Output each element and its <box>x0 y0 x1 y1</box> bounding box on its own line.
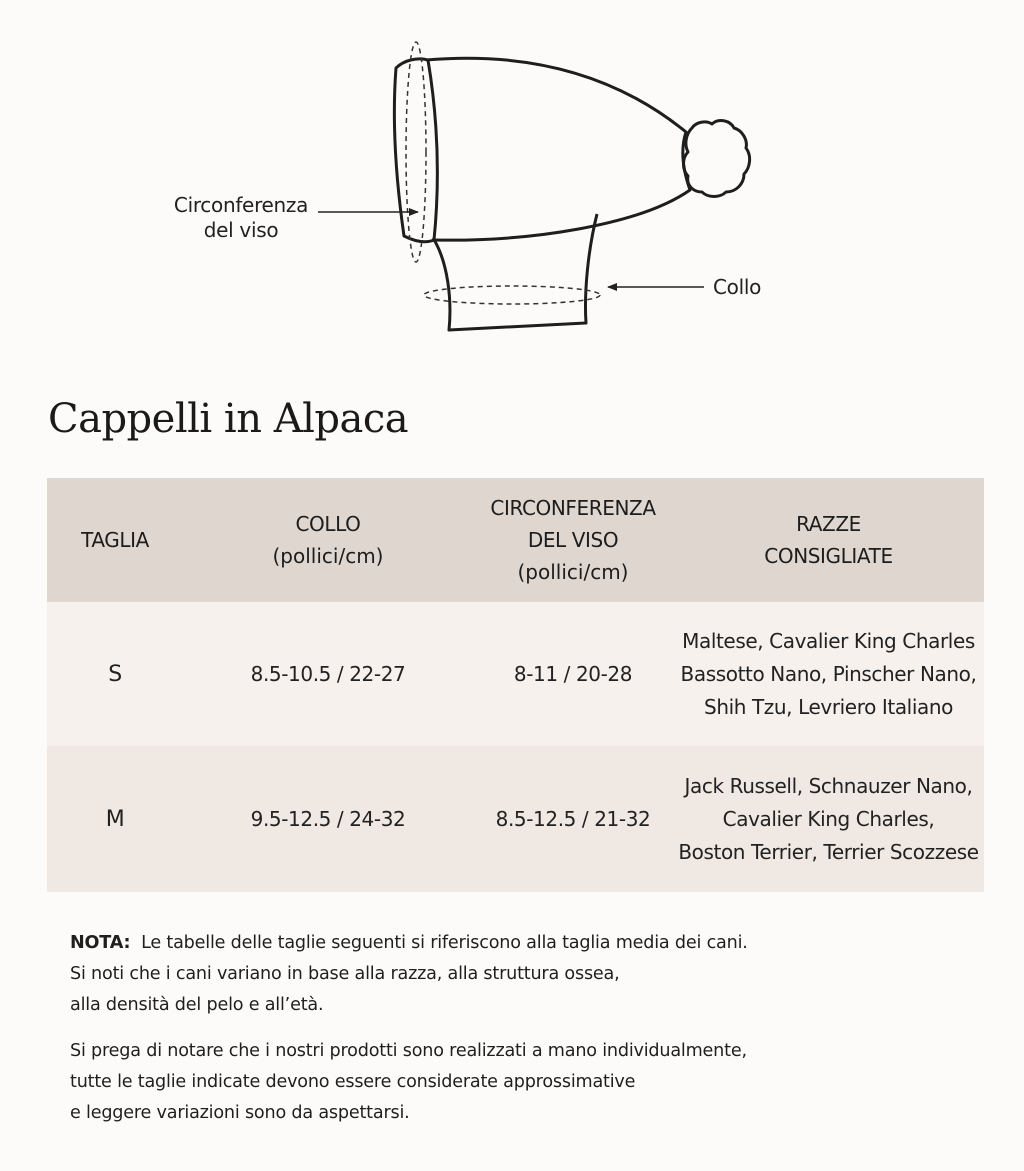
face-label-line2: del viso <box>203 218 279 242</box>
face-circumference-label <box>166 193 316 243</box>
note-line: alla densità del pelo e all’età. <box>70 995 324 1015</box>
cell-size: M <box>105 806 125 832</box>
note-paragraph-2 <box>70 1036 970 1129</box>
note-line: Si noti che i cani variano in base alla razza, alla struttura ossea, <box>70 964 620 984</box>
cell-neck: 9.5-12.5 / 24-32 <box>250 806 406 831</box>
face-label-line1: Circonferenza <box>173 193 309 217</box>
header-face: CIRCONFERENZA DEL VISO (pollici/cm) <box>490 496 656 584</box>
hat-body <box>426 58 690 240</box>
header-size: TAGLIA <box>81 528 149 552</box>
cell-neck: 8.5-10.5 / 22-27 <box>250 661 406 686</box>
hat-brim <box>394 59 437 242</box>
size-table <box>47 478 984 892</box>
cell-breeds: Jack Russell, Schnauzer Nano, Cavalier King Charles, Boston Terrier, Terrier Scozzese <box>678 773 979 864</box>
cell-size: S <box>108 661 122 687</box>
table-row <box>47 602 984 746</box>
hat-illustration <box>0 0 1024 360</box>
cell-breeds: Maltese, Cavalier King Charles Bassotto Nano, Pinscher Nano, Shih Tzu, Levriero Italiano <box>680 628 977 719</box>
note-line: e leggere variazioni sono da aspettarsi. <box>70 1103 410 1123</box>
cell-face: 8.5-12.5 / 21-32 <box>495 806 651 831</box>
page-title: Cappelli in Alpaca <box>48 396 409 442</box>
face-measure-ellipse <box>406 42 426 262</box>
table-row <box>47 746 984 892</box>
note-line: tutte le taglie indicate devono essere considerate approssimative <box>70 1072 636 1092</box>
note-line: Si prega di notare che i nostri prodotti sono realizzati a mano individualmente, <box>70 1041 747 1061</box>
header-breeds: RAZZE CONSIGLIATE <box>764 512 893 568</box>
pompom-icon <box>684 121 750 197</box>
hat-diagram <box>0 0 1024 360</box>
neck-label: Collo <box>713 275 762 299</box>
nota-label: NOTA: <box>70 933 131 953</box>
header-neck: COLLO (pollici/cm) <box>272 512 384 568</box>
cell-face: 8-11 / 20-28 <box>513 661 633 686</box>
notes <box>70 928 970 1129</box>
note-paragraph-1 <box>70 928 970 1021</box>
note-line: Le tabelle delle taglie seguenti si riferiscono alla taglia media dei cani. <box>141 933 748 953</box>
table-header-row <box>47 478 984 602</box>
